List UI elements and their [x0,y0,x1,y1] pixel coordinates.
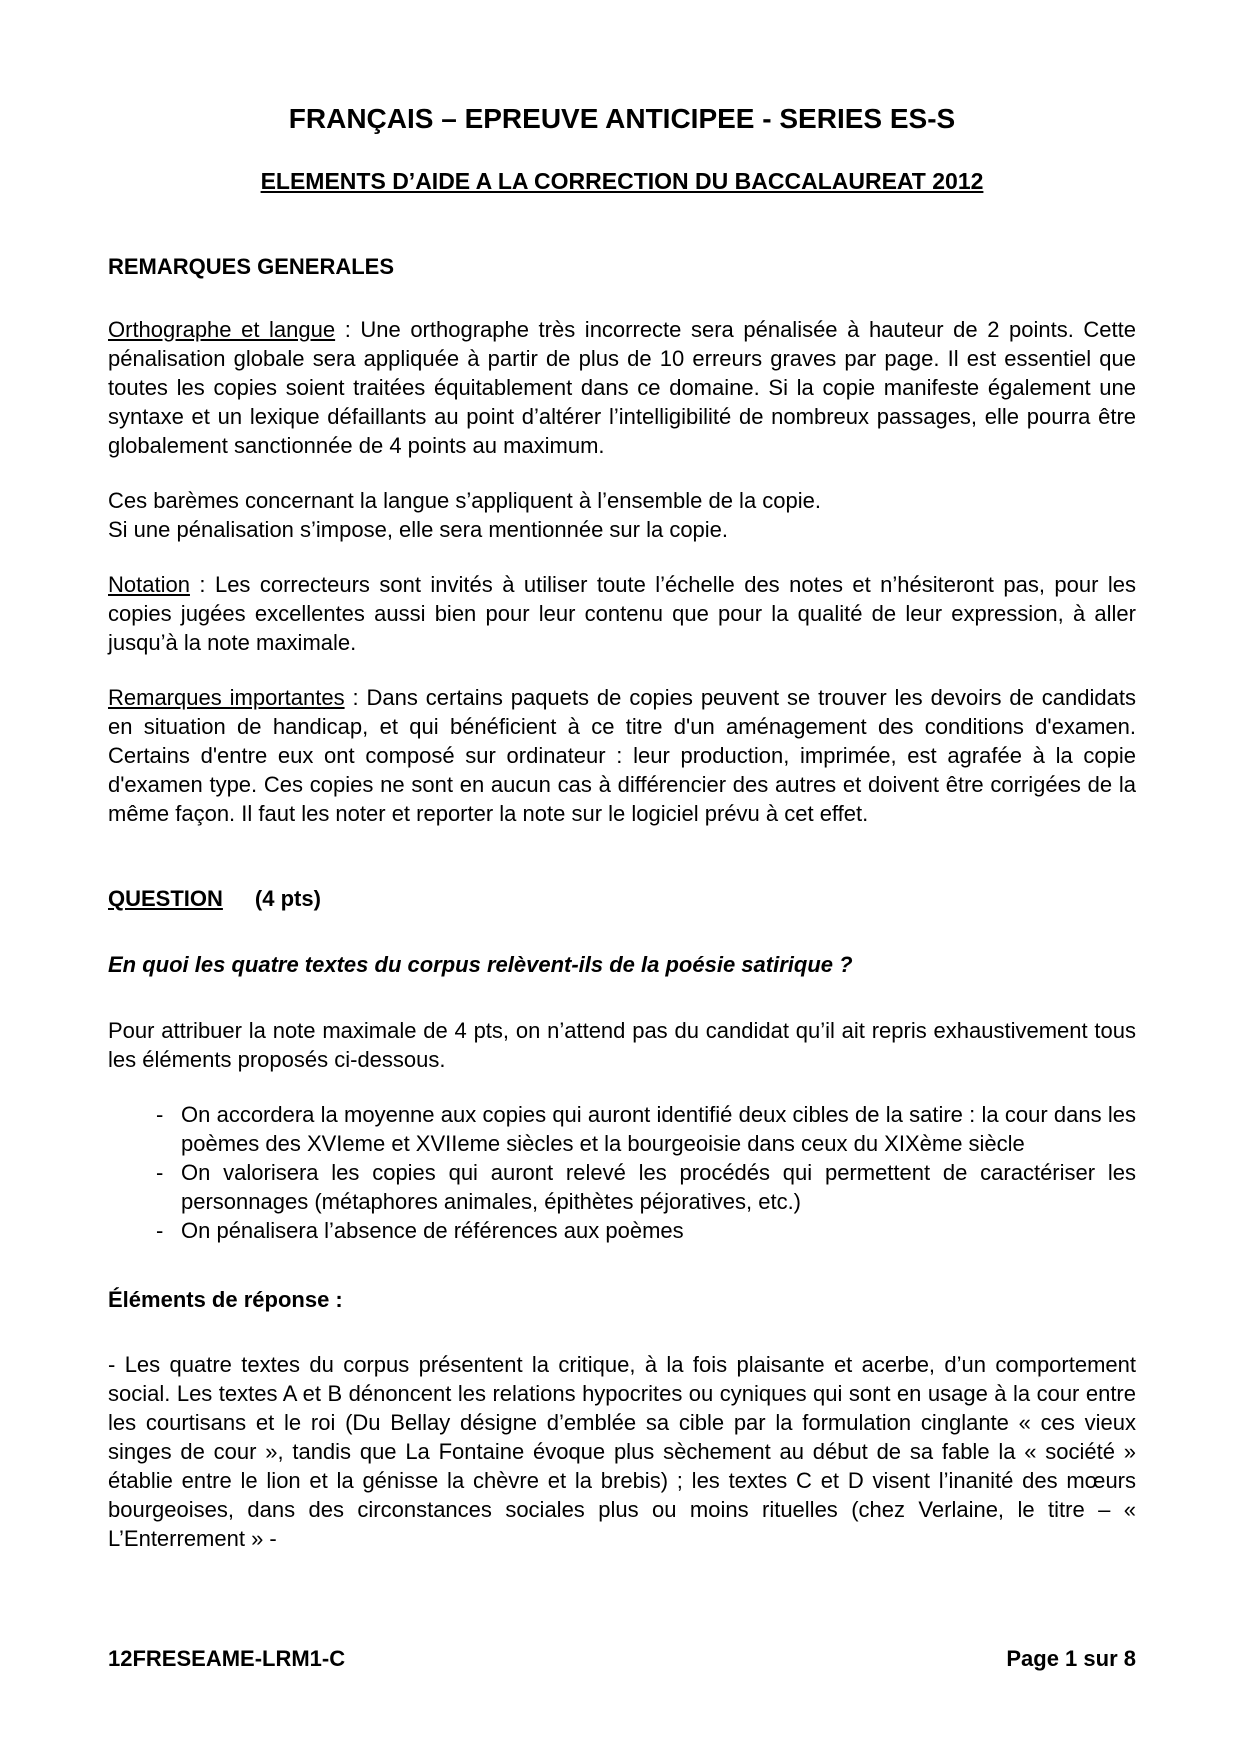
page-footer [108,1645,1136,1673]
remarques-importantes-label: Remarques importantes [108,685,345,710]
paragraph-remarques-importantes [108,683,1136,828]
list-item [108,1100,1136,1158]
bullet-marker: - [156,1160,164,1185]
question-points: (4 pts) [254,886,321,911]
criteria-bullet-list [108,1100,1136,1245]
page-title: FRANÇAIS – EPREUVE ANTICIPEE - SERIES ES-S [288,103,956,134]
paragraph-orthographe [108,315,1136,460]
notation-text: : Les correcteurs sont invités à utiliser toute l’échelle des notes et n’hésiteront pas, pour les copies jugées excellentes aussi bien pour leur contenu que pour la qualité de leur expression, à aller jusqu’à la note maximale. [108,572,1136,655]
elements-de-reponse-heading: Éléments de réponse : [108,1287,343,1312]
list-item-text: On accordera la moyenne aux copies qui auront identifié deux cibles de la satire : la cour dans les poèmes des XVIeme et XVIIeme siècles et la bourgeoisie dans ceux du XIXème siècle [181,1102,1136,1156]
footer-document-code: 12FRESEAME-LRM1-C [108,1646,346,1671]
section-heading-remarques-generales: REMARQUES GENERALES [108,254,395,279]
baremes-line: Ces barèmes concernant la langue s’appliquent à l’ensemble de la copie. [108,488,822,513]
bullet-marker: - [156,1218,164,1243]
question-heading [108,884,1136,914]
question-intro: Pour attribuer la note maximale de 4 pts, on n’attend pas du candidat qu’il ait repris exhaustivement tous les éléments proposés ci-dessous. [108,1018,1136,1072]
question-label: QUESTION [108,886,223,911]
remarques-importantes-text: : Dans certains paquets de copies peuvent se trouver les devoirs de candidats en situation de handicap, et qui bénéficient à ce titre d'un aménagement des conditions d'examen. Certains d'entre eux ont composé sur ordinateur : leur production, imprimée, est agrafée à la copie d'examen type. Ces copies ne sont en aucun cas à différencier des autres et doivent être corrigées de la même façon. Il faut les noter et reporter la note sur le logiciel prévu à cet effet. [108,685,1136,826]
orthographe-text: : Une orthographe très incorrecte sera pénalisée à hauteur de 2 points. Cette pénalisation globale sera appliquée à partir de plus de 10 erreurs graves par page. Il est essentiel que toutes les copies soient traitées équitablement dans ce domaine. Si la copie manifeste également une syntaxe et un lexique défaillants au point d’altérer l’intelligibilité de nombreux passages, elle pourra être globalement sanctionnée de 4 points au maximum. [108,317,1136,458]
list-item-text: On pénalisera l’absence de références aux poèmes [181,1218,684,1243]
footer-page-number: Page 1 sur 8 [1006,1646,1136,1671]
paragraph-notation [108,570,1136,657]
paragraph-baremes [108,486,1136,544]
page-subtitle: ELEMENTS D’AIDE A LA CORRECTION DU BACCALAUREAT 2012 [260,168,984,194]
notation-label: Notation [108,572,190,597]
elements-de-reponse-paragraph: - Les quatre textes du corpus présentent la critique, à la fois plaisante et acerbe, d’un comportement social. Les textes A et B dénoncent les relations hypocrites ou cyniques qui sont en usage à la cour entre les courtisans et le roi (Du Bellay désigne d’emblée sa cible par la formulation cinglante « ces vieux singes de cour », tandis que La Fontaine évoque plus sèchement au début de sa fable la « société » établie entre le lion et la génisse la chèvre et la brebis) ; les textes C et D visent l’inanité des mœurs bourgeoises, dans des circonstances sociales plus ou moins rituelles (chez Verlaine, le titre – « L’Enterrement » - [108,1352,1136,1551]
question-prompt: En quoi les quatre textes du corpus relèvent-ils de la poésie satirique ? [108,952,853,977]
orthographe-label: Orthographe et langue [108,317,336,342]
bullet-marker: - [156,1102,164,1127]
list-item [108,1158,1136,1216]
list-item [108,1216,1136,1245]
baremes-line: Si une pénalisation s’impose, elle sera mentionnée sur la copie. [108,517,729,542]
list-item-text: On valorisera les copies qui auront relevé les procédés qui permettent de caractériser les personnages (métaphores animales, épithètes péjoratives, etc.) [181,1160,1136,1214]
